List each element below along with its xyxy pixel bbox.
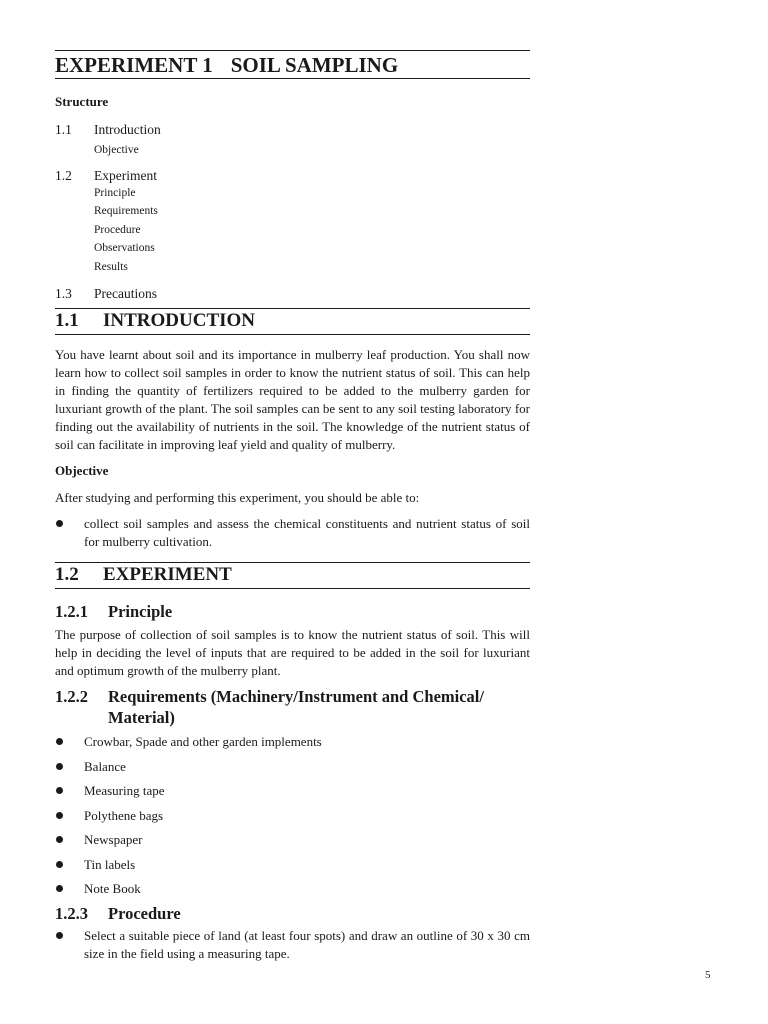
section-title: EXPERIMENT [103,564,232,585]
list-item [55,733,530,751]
list-item [55,782,530,800]
toc-row [55,167,530,184]
list-item-text: Note Book [84,881,141,896]
section-bottom-rule [55,588,530,589]
list-item-text: Tin labels [84,856,136,872]
principle-heading [55,601,530,622]
subsection-title: Procedure [108,904,181,923]
list-item [55,758,530,776]
list-item [55,515,530,551]
toc-label: Introduction [94,122,161,137]
toc-subitem: Results [94,260,128,273]
list-item [55,831,530,849]
list-item-text: Crowbar, Spade and other garden implements [84,734,322,749]
experiment-number: EXPERIMENT 1 [55,53,213,77]
subsection-number: 1.2.1 [55,602,88,621]
bullet-icon [55,807,84,825]
bullet-icon [55,515,84,551]
toc-subitem: Procedure [94,223,141,236]
subsection-number: 1.2.3 [55,904,88,923]
toc-label: Experiment [94,167,157,183]
objective-heading: Objective [55,463,109,478]
list-item [55,856,530,874]
procedure-heading [55,903,530,924]
section-number: 1.1 [55,310,79,331]
title-bottom-rule [55,78,530,79]
page-number: 5 [705,969,711,981]
bullet-icon [55,733,84,751]
requirements-list [55,733,530,898]
toc-subitem: Objective [94,144,139,156]
bullet-icon [55,856,84,874]
toc-subitem: Requirements [94,205,158,217]
toc-entry [55,285,530,302]
bullet-icon [55,782,84,800]
list-item [55,807,530,825]
list-item-text: Polythene bags [84,807,164,823]
introduction-heading [55,309,530,334]
document-page [55,50,530,963]
section-bottom-rule [55,334,530,335]
list-item [55,880,530,898]
bullet-icon [55,927,84,963]
experiment-name: SOIL SAMPLING [230,53,399,77]
toc-row [55,121,530,138]
list-item-text: Balance [84,758,126,774]
toc-row [55,285,530,302]
list-item-text: collect soil samples and assess the chemical constituents and nutrient status of soil for mulberry cultivation. [84,516,530,549]
bullet-icon [55,880,84,898]
toc-entry [55,167,530,277]
experiment-heading [55,563,530,588]
toc-number: 1.1 [55,122,72,137]
subsection-number: 1.2.2 [55,687,88,706]
objective-text: After studying and performing this experiment, you should be able to: [55,490,420,505]
subsection-title: Requirements (Machinery/Instrument and Chemical/ Material) [108,687,484,727]
principle-paragraph: The purpose of collection of soil samples is to know the nutrient status of soil. This will help in deciding the level of inputs that are required to be added in the soil for luxuriant and optimum growth of the mulberry plant. [55,627,530,678]
bullet-icon [55,758,84,776]
list-item-text: Measuring tape [84,783,165,798]
list-item-text: Select a suitable piece of land (at least four spots) and draw an outline of 30 x 30 cm size in the field using a measuring tape. [84,928,530,961]
list-item [55,927,530,963]
subsection-title: Principle [108,602,173,621]
toc-subitem: Principle [94,186,136,199]
section-number: 1.2 [55,564,79,585]
section-title: INTRODUCTION [103,310,256,331]
toc-number: 1.2 [55,167,72,183]
bullet-icon [55,831,84,849]
toc-subitem: Observations [94,242,155,254]
toc-entry [55,121,530,160]
structure-heading: Structure [55,94,109,109]
introduction-paragraph: You have learnt about soil and its importance in mulberry leaf production. You shall now learn how to collect soil samples in order to know the nutrient status of soil. This can help in finding the quantity of fertilizers required to be added to the mulberry garden for luxuriant growth of the plant. The soil samples can be sent to any soil testing laboratory for finding out the availability of nutrients in the soil. The knowledge of the nutrient status of soil can facilitate in improving leaf yield and quality of mulberry. [55,347,530,452]
experiment-title [55,51,530,78]
requirements-heading [55,686,530,728]
toc-number: 1.3 [55,286,72,301]
list-item-text: Newspaper [84,832,143,847]
toc-label: Precautions [94,286,157,301]
